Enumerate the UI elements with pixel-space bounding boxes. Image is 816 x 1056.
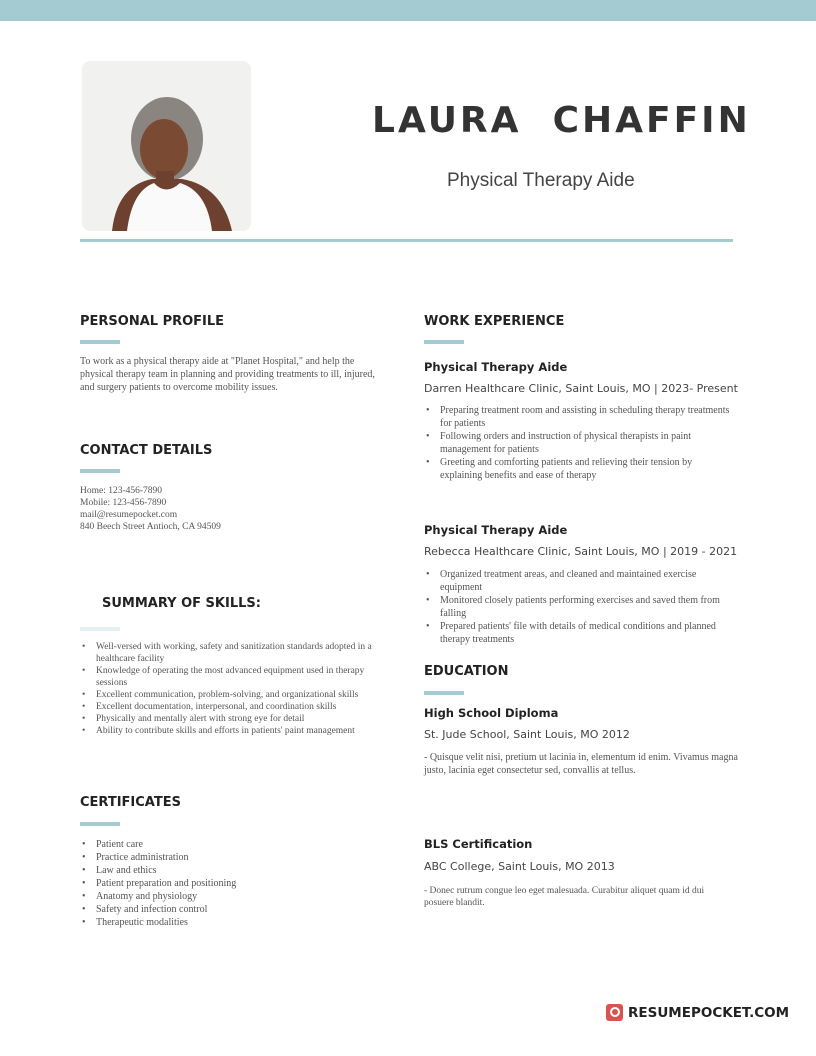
job-duties (424, 404, 734, 482)
search-person-icon (606, 1004, 623, 1021)
job-title: Physical Therapy Aide (424, 523, 568, 537)
certificate-item: • Patient preparation and positioning (80, 877, 380, 890)
education-description: - Donec rutrum congue leo eget malesuada. Curabitur aliquet quam id dui posuere blandit. (424, 886, 705, 908)
duty-item: • Monitored closely patients performing exercises and saved them from falling (424, 594, 734, 620)
job-employer: Rebecca Healthcare Clinic, Saint Louis, MO | 2019 - 2021 (424, 545, 738, 558)
skill-item: • Knowledge of operating the most advanced equipment used in therapy sessions (80, 665, 392, 689)
contact-home: Home: 123-456-7890 (80, 486, 163, 496)
skill-item: • Ability to contribute skills and efforts in patients' paint management (80, 725, 392, 737)
skill-item: • Well-versed with working, safety and sanitization standards adopted in a healthcare facility (80, 641, 392, 665)
duty-item: • Following orders and instruction of physical therapists in paint management for patients (424, 430, 734, 456)
heading-underline (80, 469, 120, 473)
profile-heading: PERSONAL PROFILE (80, 314, 225, 329)
duty-item: • Prepared patients' file with details of medical conditions and planned therapy treatments (424, 620, 734, 646)
duty-item: • Greeting and comforting patients and relieving their tension by explaining benefits and ease of therapy (424, 456, 734, 482)
candidate-name: LAURA CHAFFIN (372, 100, 751, 141)
job-duties (424, 568, 734, 646)
header-divider (80, 239, 733, 242)
contact-heading: CONTACT DETAILS (80, 443, 213, 458)
contact-email: mail@resumepocket.com (80, 510, 178, 520)
education-description: - Quisque velit nisi, pretium ut lacinia in, elementum id enim. Vivamus magna justo, lacinia eget consectetur sed, convallis at tellus. (424, 752, 738, 776)
education-school: St. Jude School, Saint Louis, MO 2012 (424, 728, 630, 741)
education-heading: EDUCATION (424, 664, 509, 679)
skill-item: • Physically and mentally alert with strong eye for detail (80, 713, 392, 725)
heading-underline (424, 340, 464, 344)
certificate-item: • Practice administration (80, 851, 380, 864)
certificate-item: • Safety and infection control (80, 903, 380, 916)
certificates-heading: CERTIFICATES (80, 795, 181, 810)
certificate-item: • Law and ethics (80, 864, 380, 877)
education-title: BLS Certification (424, 837, 533, 851)
heading-underline (80, 822, 120, 826)
skills-heading: SUMMARY OF SKILLS: (102, 596, 261, 611)
heading-underline (80, 627, 120, 631)
certificates-list (80, 838, 380, 929)
contact-address: 840 Beech Street Antioch, CA 94509 (80, 522, 221, 532)
work-heading: WORK EXPERIENCE (424, 314, 565, 329)
profile-text: To work as a physical therapy aide at "Planet Hospital," and help the physical therapy team in planning and providing treatments to ill, injured, and surgery patients to overcome mobility issues. (80, 356, 375, 393)
resumepocket-logo (606, 1004, 789, 1021)
education-title: High School Diploma (424, 706, 559, 720)
duty-item: • Organized treatment areas, and cleaned and maintained exercise equipment (424, 568, 734, 594)
certificate-item: • Therapeutic modalities (80, 916, 380, 929)
certificate-item: • Patient care (80, 838, 380, 851)
skill-item: • Excellent documentation, interpersonal, and coordination skills (80, 701, 392, 713)
logo-text: RESUMEPOCKET.COM (628, 1004, 790, 1021)
contact-mobile: Mobile: 123-456-7890 (80, 498, 167, 508)
certificate-item: • Anatomy and physiology (80, 890, 380, 903)
top-accent-bar (0, 0, 816, 21)
job-employer: Darren Healthcare Clinic, Saint Louis, MO | 2023- Present (424, 382, 738, 395)
education-school: ABC College, Saint Louis, MO 2013 (424, 860, 615, 873)
heading-underline (424, 691, 464, 695)
job-title: Physical Therapy Aide (424, 360, 568, 374)
job-title: Physical Therapy Aide (447, 170, 635, 191)
contact-details (80, 485, 221, 533)
skill-item: • Excellent communication, problem-solving, and organizational skills (80, 689, 392, 701)
duty-item: • Preparing treatment room and assisting in scheduling therapy treatments for patients (424, 404, 734, 430)
heading-underline (80, 340, 120, 344)
skills-list (80, 641, 392, 737)
profile-photo (82, 61, 251, 231)
